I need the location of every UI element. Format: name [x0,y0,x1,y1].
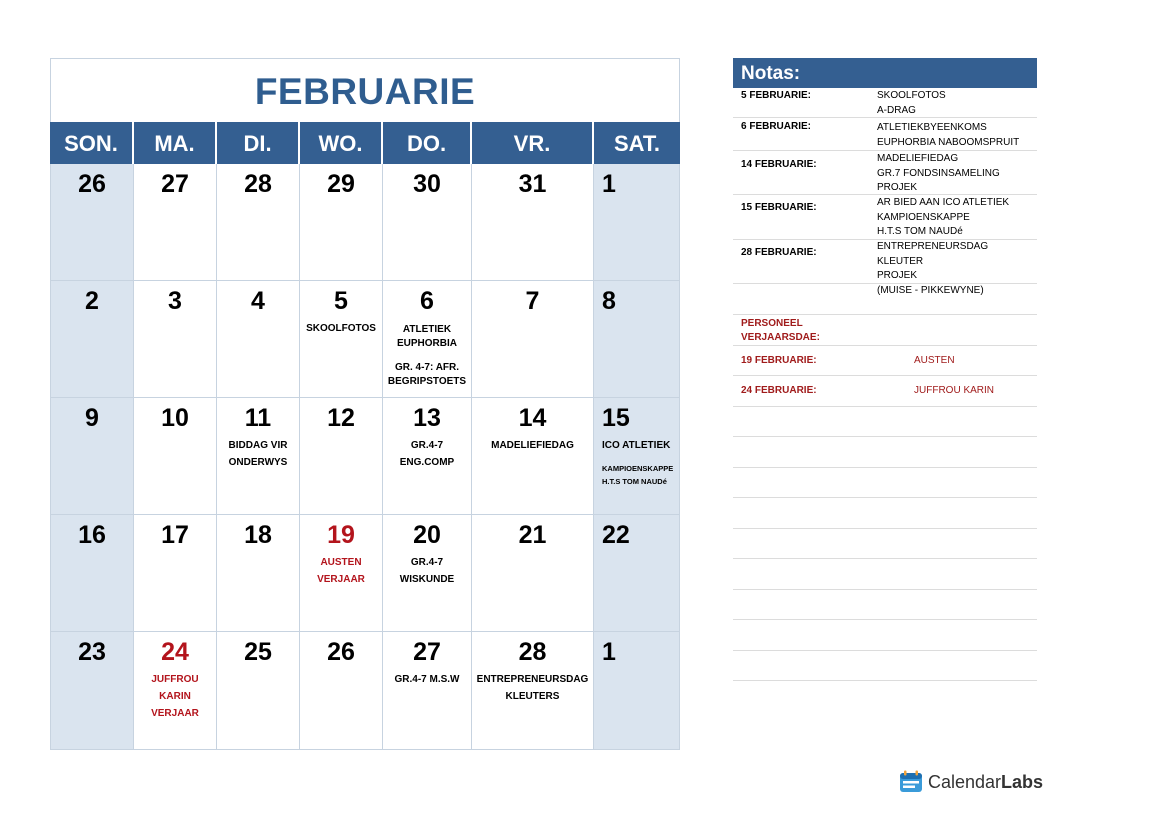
day-cell[interactable] [594,164,680,281]
day-number: 20 [413,521,441,549]
day-cell[interactable] [383,398,472,515]
note-blank-line [733,651,1037,682]
event-line: H.T.S TOM NAUDé [602,477,667,486]
day-cell[interactable] [300,515,383,632]
birthday-name: JUFFROU KARIN [914,384,994,396]
note-line: PROJEK [877,182,918,193]
day-cell[interactable] [472,632,594,750]
event-line: BIDDAG VIR [228,440,288,451]
birthday-text [300,554,382,588]
note-blank-line [733,529,1037,560]
day-number: 26 [327,638,355,666]
day-cell[interactable] [594,281,680,398]
staff-heading-line: PERSONEEL [741,317,803,329]
day-number: 3 [168,287,182,315]
note-text [877,121,1019,150]
day-number: 9 [85,404,99,432]
note-line: AR BIED AAN ICO ATLETIEK [877,197,1010,208]
weekday-saturday: SAT. [613,131,661,156]
day-cell[interactable] [594,632,680,750]
notes-title: Notas: [733,58,1037,88]
event-line: ATLETIEK [402,324,452,335]
day-number: 14 [518,404,547,432]
note-row [733,118,1037,151]
day-number: 12 [327,404,355,432]
day-cell[interactable] [472,515,594,632]
day-cell[interactable] [217,398,300,515]
day-cell[interactable] [594,515,680,632]
day-number: 28 [518,638,547,666]
event-text: SKOOLFOTOS [306,323,376,334]
day-number: 30 [413,170,441,198]
day-cell[interactable] [217,632,300,750]
day-number: 25 [244,638,272,666]
day-cell[interactable] [50,515,134,632]
day-cell[interactable] [300,398,383,515]
day-number: 4 [251,287,265,315]
event-line: GR.4-7 [410,557,444,568]
day-number: 19 [327,521,355,549]
weekday-tuesday: DI. [217,122,300,164]
day-cell[interactable] [472,164,594,281]
day-cell[interactable] [50,632,134,750]
day-number: 7 [525,287,540,315]
note-blank-line [733,437,1037,468]
staff-birthdays-heading [733,315,1037,346]
day-number: 13 [413,404,441,432]
event-line: ENG.COMP [399,457,455,468]
logo-text-part2: Labs [1001,772,1044,792]
day-number: 2 [85,287,99,315]
note-blank-line [733,559,1037,590]
birthday-date: 19 FEBRUARIE: [741,354,817,366]
event-text: ICO ATLETIEK [602,440,671,451]
note-line: GR.7 FONDSINSAMELING [877,167,1000,179]
event-line: EUPHORBIA [396,338,457,349]
note-text [877,89,946,118]
notes-panel [733,58,1037,681]
note-line: KAMPIOENSKAPPE [877,211,970,223]
day-number: 26 [78,170,106,198]
day-cell[interactable] [50,398,134,515]
note-line: EUPHORBIA NABOOMSPRUIT [877,136,1020,148]
birthday-row [733,346,1037,376]
day-number: 1 [602,170,616,198]
day-cell[interactable] [134,515,217,632]
day-cell[interactable] [50,281,134,398]
note-blank-line [733,498,1037,529]
weekday-thursday: DO. [383,122,472,164]
note-date: 15 FEBRUARIE: [741,202,817,213]
day-number: 10 [161,404,189,432]
day-cell[interactable] [134,164,217,281]
calendar-logo-icon [898,770,924,794]
event-line: WISKUNDE [399,574,455,585]
day-number: 23 [78,638,106,666]
note-line: MADELIEFIEDAG [877,153,959,164]
day-cell[interactable] [217,515,300,632]
day-number: 17 [161,521,189,549]
note-date: 5 FEBRUARIE: [741,90,812,101]
day-number: 5 [334,287,348,315]
day-cell[interactable] [50,164,134,281]
note-text [877,240,1037,298]
day-cell[interactable] [594,398,680,515]
event-text [383,361,471,389]
event-text: MADELIEFIEDAG [491,440,574,451]
day-number: 21 [518,521,547,549]
event-line: JUFFROU [151,674,199,685]
event-line: ONDERWYS [228,457,288,468]
day-cell[interactable] [300,632,383,750]
note-text [877,196,1009,240]
weekday-monday: MA. [134,122,217,164]
birthday-row [733,376,1037,407]
day-number: 8 [602,287,616,315]
note-line: ENTREPRENEURSDAG KLEUTER [877,241,989,267]
day-cell[interactable] [300,281,383,398]
note-text [877,152,1000,196]
day-cell[interactable] [134,398,217,515]
month-calendar [50,58,680,750]
day-number: 29 [327,170,355,198]
day-number: 27 [161,170,189,198]
event-line: GR.4-7 [410,440,444,451]
note-date: 6 FEBRUARIE: [741,121,812,132]
note-line: PROJEK [877,270,918,281]
day-cell[interactable] [383,632,472,750]
weekday-sunday: SON. [50,122,134,164]
weekday-wednesday: WO. [300,122,383,164]
note-blank-line [733,620,1037,651]
birthday-text [134,671,216,722]
event-line: AUSTEN [320,557,362,568]
note-row [733,151,1037,195]
day-cell[interactable] [300,164,383,281]
staff-heading-text [741,317,820,345]
event-line: ENTREPRENEURSDAG [476,674,589,685]
day-cell[interactable] [383,164,472,281]
event-line: VERJAAR [317,574,365,585]
day-cell[interactable] [217,164,300,281]
day-number: 22 [602,521,630,549]
logo-text-part1: Calendar [928,772,1002,792]
calendar-grid [50,164,680,750]
note-date: 28 FEBRUARIE: [741,247,817,258]
weekday-header-row [50,122,680,164]
day-number: 16 [78,521,106,549]
day-cell[interactable] [472,281,594,398]
logo-text [928,770,1043,794]
note-row [733,88,1037,118]
event-line: GR. 4-7: AFR. [394,362,460,373]
day-number: 24 [161,638,189,666]
day-cell[interactable] [134,281,217,398]
note-blank-line [733,407,1037,438]
day-number: 1 [602,638,616,666]
birthday-name: AUSTEN [914,354,955,366]
note-row [733,195,1037,240]
event-line: VERJAAR [151,708,199,719]
event-line: KAMPIOENSKAPPE [602,464,674,473]
note-blank-line [733,468,1037,499]
day-cell[interactable] [383,281,472,398]
note-blank-line [733,590,1037,621]
day-number: 28 [244,170,272,198]
weekday-friday: VR. [472,122,594,164]
note-line: A-DRAG [877,104,916,116]
note-date: 14 FEBRUARIE: [741,159,817,170]
day-number: 15 [602,404,630,432]
day-number: 18 [244,521,272,549]
day-cell[interactable] [472,398,594,515]
day-cell[interactable] [134,632,217,750]
event-line: KARIN [159,691,191,702]
event-text [383,554,471,588]
birthday-date: 24 FEBRUARIE: [741,384,817,396]
note-line: H.T.S TOM NAUDé [877,226,963,237]
event-text [383,437,471,471]
note-line: ATLETIEKBYEENKOMS [877,122,987,133]
event-text [594,462,679,488]
event-text [472,671,593,705]
day-number: 31 [518,170,547,198]
note-line: SKOOLFOTOS [877,90,946,101]
day-number: 6 [420,287,434,315]
event-text [217,437,299,471]
note-row [733,240,1037,296]
event-line: BEGRIPSTOETS [387,376,467,387]
event-text [383,323,471,351]
day-number: 11 [244,404,272,432]
note-line: (MUISE - PIKKEWYNE) [877,284,984,296]
staff-heading-line: VERJAARSDAE: [741,331,820,343]
day-cell[interactable] [383,515,472,632]
day-cell[interactable] [217,281,300,398]
month-title: FEBRUARIE [50,58,680,122]
event-text: GR.4-7 M.S.W [394,674,460,685]
day-number: 27 [413,638,441,666]
event-line: KLEUTERS [505,691,560,702]
